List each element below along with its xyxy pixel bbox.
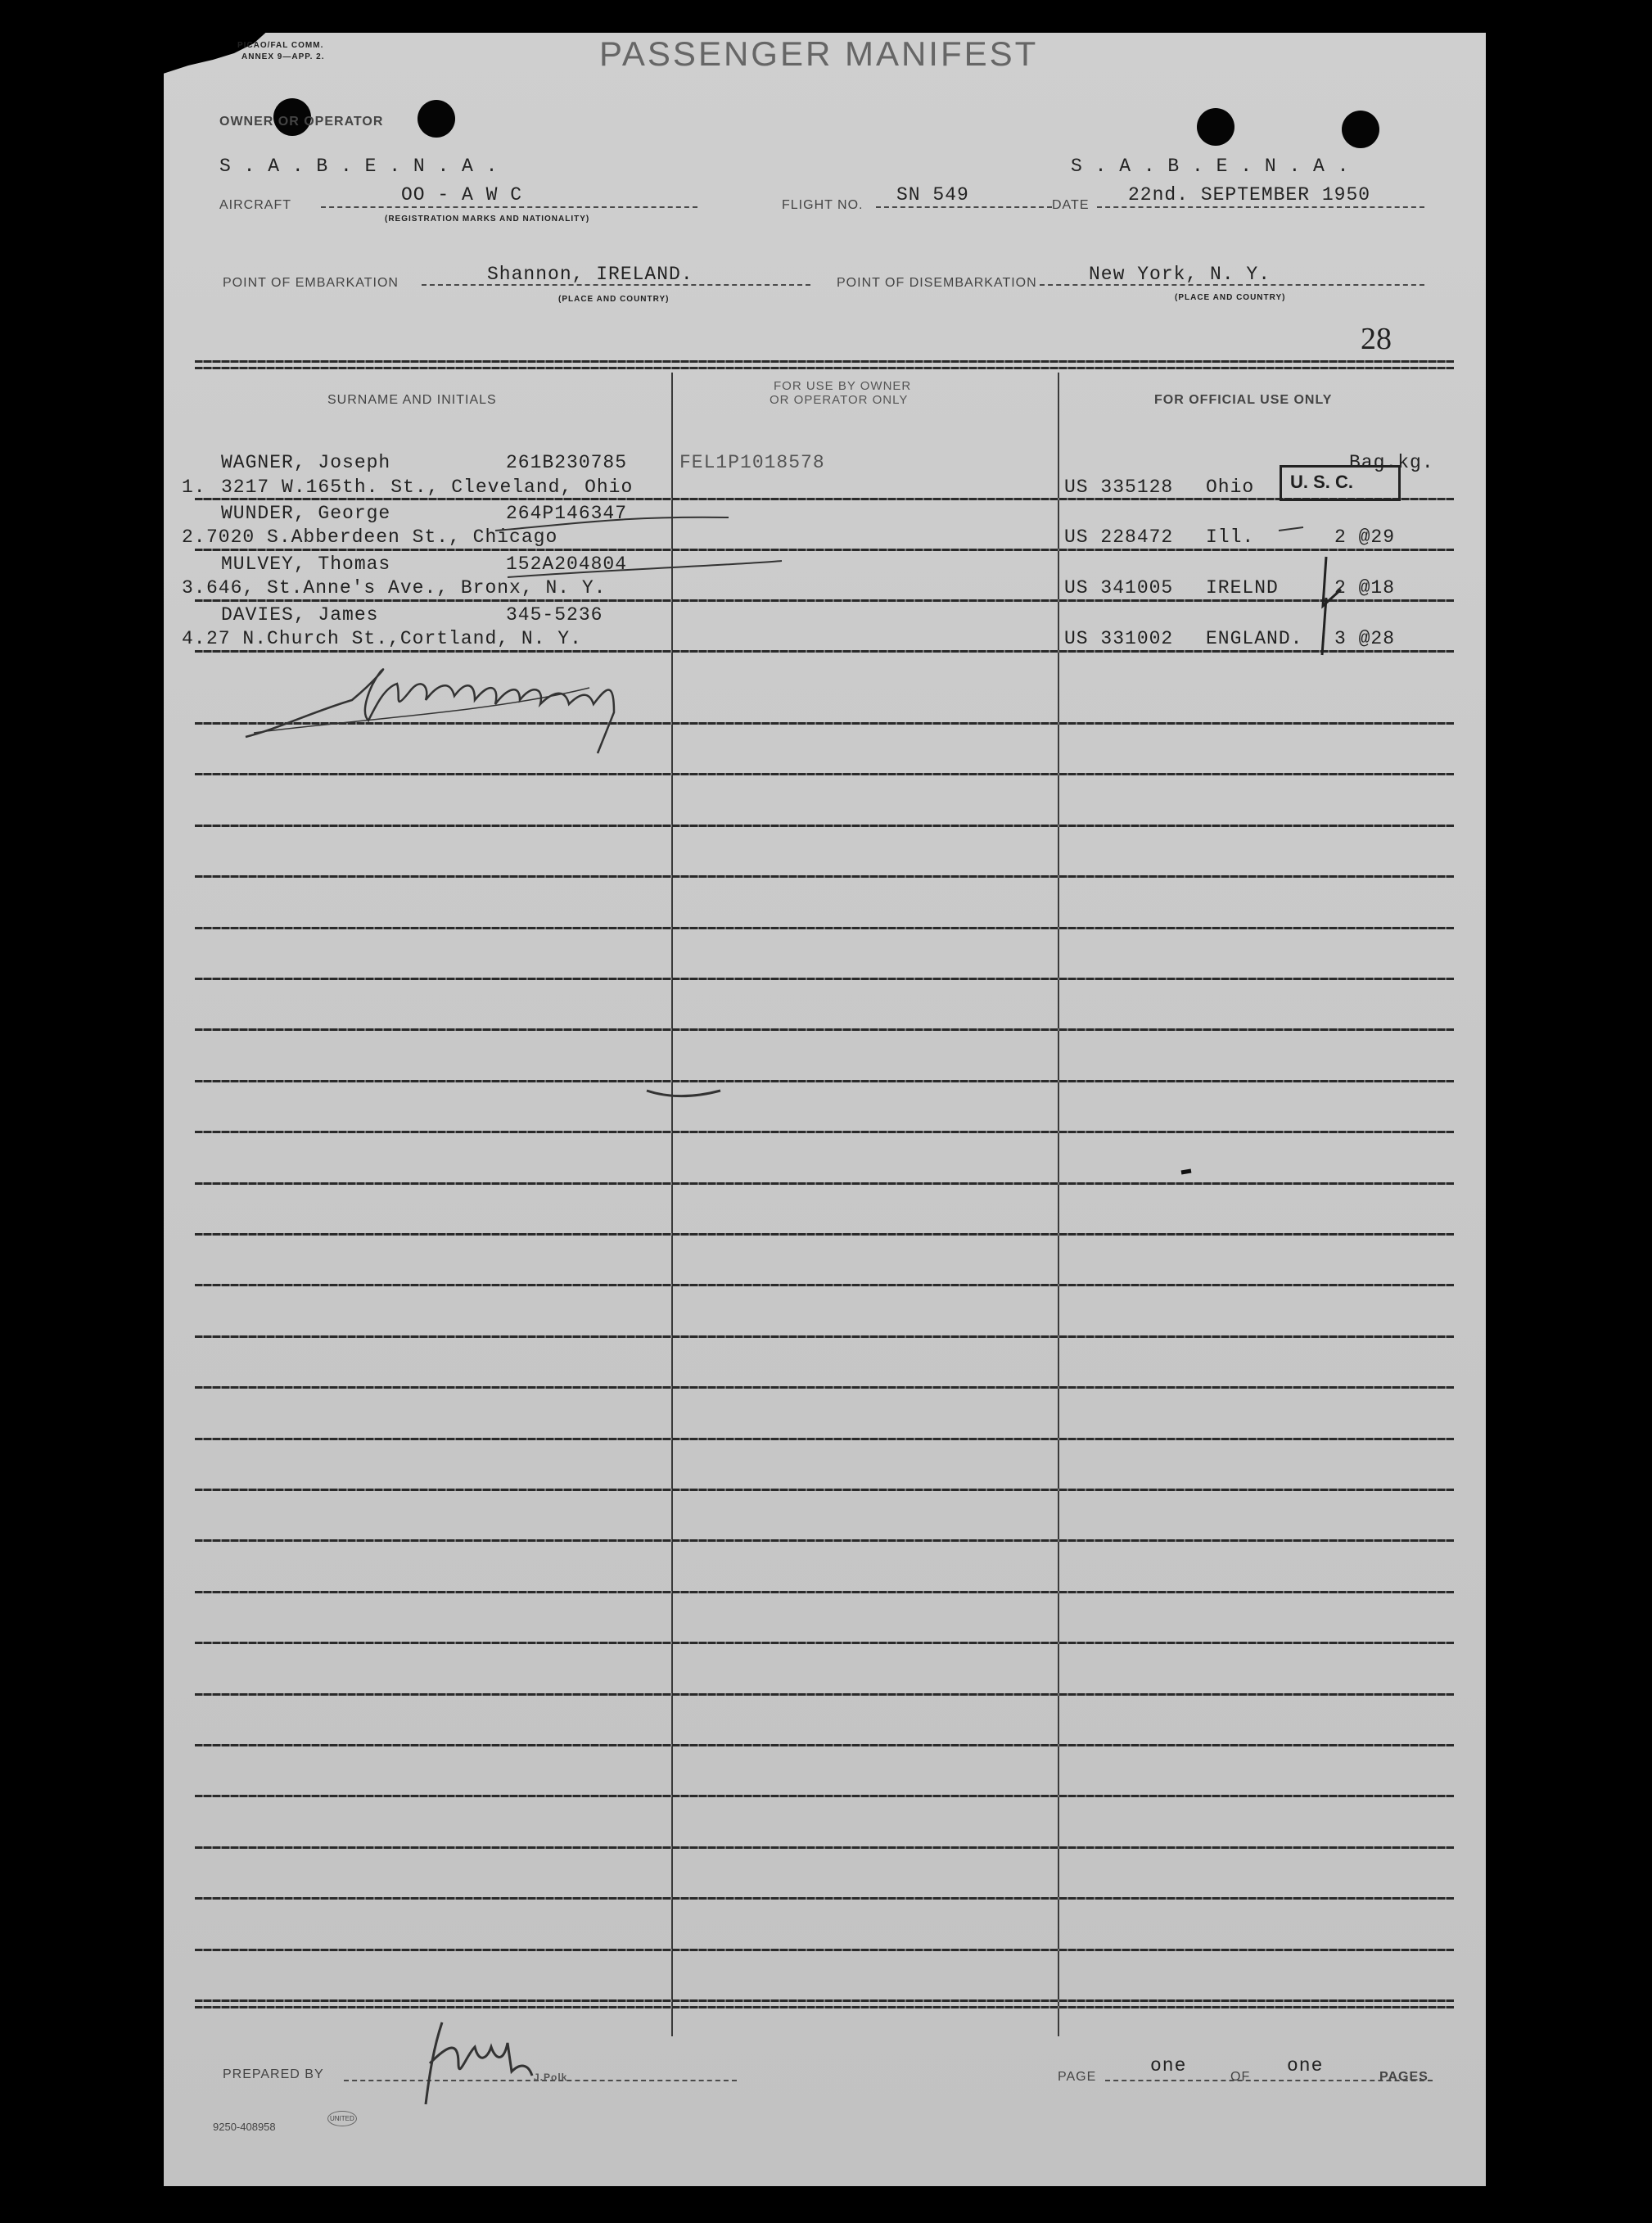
row-rule (195, 1335, 1454, 1338)
row-rule (195, 1386, 1454, 1389)
official-bag: 2 @29 (1334, 526, 1396, 548)
form-code-line2: ANNEX 9—APP. 2. (241, 52, 325, 61)
col-header-official: FOR OFFICIAL USE ONLY (1154, 393, 1333, 407)
official-bag: Bag.kg. (1349, 452, 1434, 473)
row-rule (195, 773, 1454, 775)
preparer-signature-text: J.Polk (534, 2072, 568, 2083)
official-bag: 3 @28 (1334, 628, 1396, 649)
flight-value: SN 549 (896, 184, 969, 206)
row-rule (195, 1795, 1454, 1797)
owner-value-right: S . A . B . E . N . A . (1071, 156, 1350, 177)
aircraft-sub: (REGISTRATION MARKS AND NATIONALITY) (385, 215, 590, 224)
passenger-number: 3. (182, 577, 206, 599)
official-place: IRELND (1206, 577, 1279, 599)
handwritten-signature (246, 655, 671, 753)
row-rule (195, 978, 1454, 980)
disembark-sub: (PLACE AND COUNTRY) (1175, 293, 1286, 302)
embark-sub: (PLACE AND COUNTRY) (558, 295, 670, 304)
official-doc: US 331002 (1064, 628, 1174, 649)
operator-note: FEL1P1018578 (679, 452, 825, 473)
official-place: ENGLAND. (1206, 628, 1303, 649)
official-place: Ohio (1206, 477, 1255, 498)
col-header-operator-1: FOR USE BY OWNER (774, 379, 912, 393)
print-code: 9250-408958 (213, 2121, 276, 2133)
row-rule (195, 1949, 1454, 1951)
aircraft-label: AIRCRAFT (219, 198, 291, 212)
passenger-number: 1. (182, 477, 206, 498)
row-rule (195, 927, 1454, 929)
row-rule (195, 825, 1454, 827)
date-value: 22nd. SEPTEMBER 1950 (1128, 184, 1371, 206)
row-rule (195, 1642, 1454, 1644)
row-rule (195, 1846, 1454, 1849)
official-place: Ill. (1206, 526, 1255, 548)
page-label: PAGE (1058, 2070, 1097, 2084)
passenger-code: 261B230785 (506, 452, 628, 473)
passenger-name: WAGNER, Joseph (221, 452, 391, 473)
row-rule (195, 1438, 1454, 1440)
aircraft-value: OO - A W C (401, 184, 523, 206)
disembark-value: New York, N. Y. (1089, 264, 1271, 285)
row-rule (195, 1028, 1454, 1031)
of-label: OF (1230, 2070, 1251, 2084)
prepared-by-label: PREPARED BY (223, 2067, 324, 2081)
col-header-surname: SURNAME AND INITIALS (327, 393, 497, 407)
row-rule (195, 1693, 1454, 1696)
official-bag: 2 @18 (1334, 577, 1396, 599)
passenger-code: 345-5236 (506, 604, 603, 626)
manifest-sheet (164, 33, 1486, 2186)
passenger-name: DAVIES, James (221, 604, 379, 626)
row-rule (195, 1489, 1454, 1491)
row-rule (195, 1539, 1454, 1542)
passenger-number: 4. (182, 628, 206, 649)
row-rule (195, 875, 1454, 878)
official-doc: US 341005 (1064, 577, 1174, 599)
passenger-address: 3217 W.165th. St., Cleveland, Ohio (221, 477, 634, 498)
date-label: DATE (1052, 198, 1090, 212)
row-rule (195, 1182, 1454, 1185)
passenger-address: 7020 S.Abberdeen St., Chicago (206, 526, 558, 548)
row-rule (195, 1131, 1454, 1133)
pages-label: PAGES (1379, 2070, 1429, 2084)
flight-label: FLIGHT NO. (782, 198, 864, 212)
owner-label: OWNER OR OPERATOR (219, 115, 384, 129)
page-title: PASSENGER MANIFEST (599, 34, 1039, 73)
row-rule (195, 1744, 1454, 1746)
row-rule (195, 1591, 1454, 1593)
footer-rule-1 (195, 1999, 1454, 2002)
owner-value-left: S . A . B . E . N . A . (219, 156, 499, 177)
form-code-line1: PICAO/FAL COMM. (237, 41, 324, 50)
row-rule (195, 1284, 1454, 1286)
of-value: one (1287, 2055, 1324, 2076)
footer-rule-2 (195, 2006, 1454, 2008)
row-rule (195, 1080, 1454, 1082)
embark-value: Shannon, IRELAND. (487, 264, 693, 285)
official-doc: US 335128 (1064, 477, 1174, 498)
customs-stamp-text: U. S. C. (1290, 472, 1354, 492)
col-header-operator-2: OR OPERATOR ONLY (770, 393, 909, 407)
passenger-address: 646, St.Anne's Ave., Bronx, N. Y. (206, 577, 607, 599)
passenger-name: MULVEY, Thomas (221, 553, 391, 575)
passenger-address: 27 N.Church St.,Cortland, N. Y. (206, 628, 582, 649)
disembark-label: POINT OF DISEMBARKATION (837, 276, 1037, 290)
embark-label: POINT OF EMBARKATION (223, 276, 399, 290)
passenger-code: 152A204804 (506, 553, 628, 575)
union-mark: UNITED (327, 2111, 357, 2126)
passenger-number: 2. (182, 526, 206, 548)
row-rule (195, 1233, 1454, 1236)
passenger-name: WUNDER, George (221, 503, 391, 524)
official-doc: US 228472 (1064, 526, 1174, 548)
passenger-code: 264P146347 (506, 503, 628, 524)
row-rule (195, 1897, 1454, 1900)
sheet-number: 28 (1361, 322, 1392, 356)
preparer-signature (409, 2014, 573, 2112)
page-value: one (1150, 2055, 1187, 2076)
